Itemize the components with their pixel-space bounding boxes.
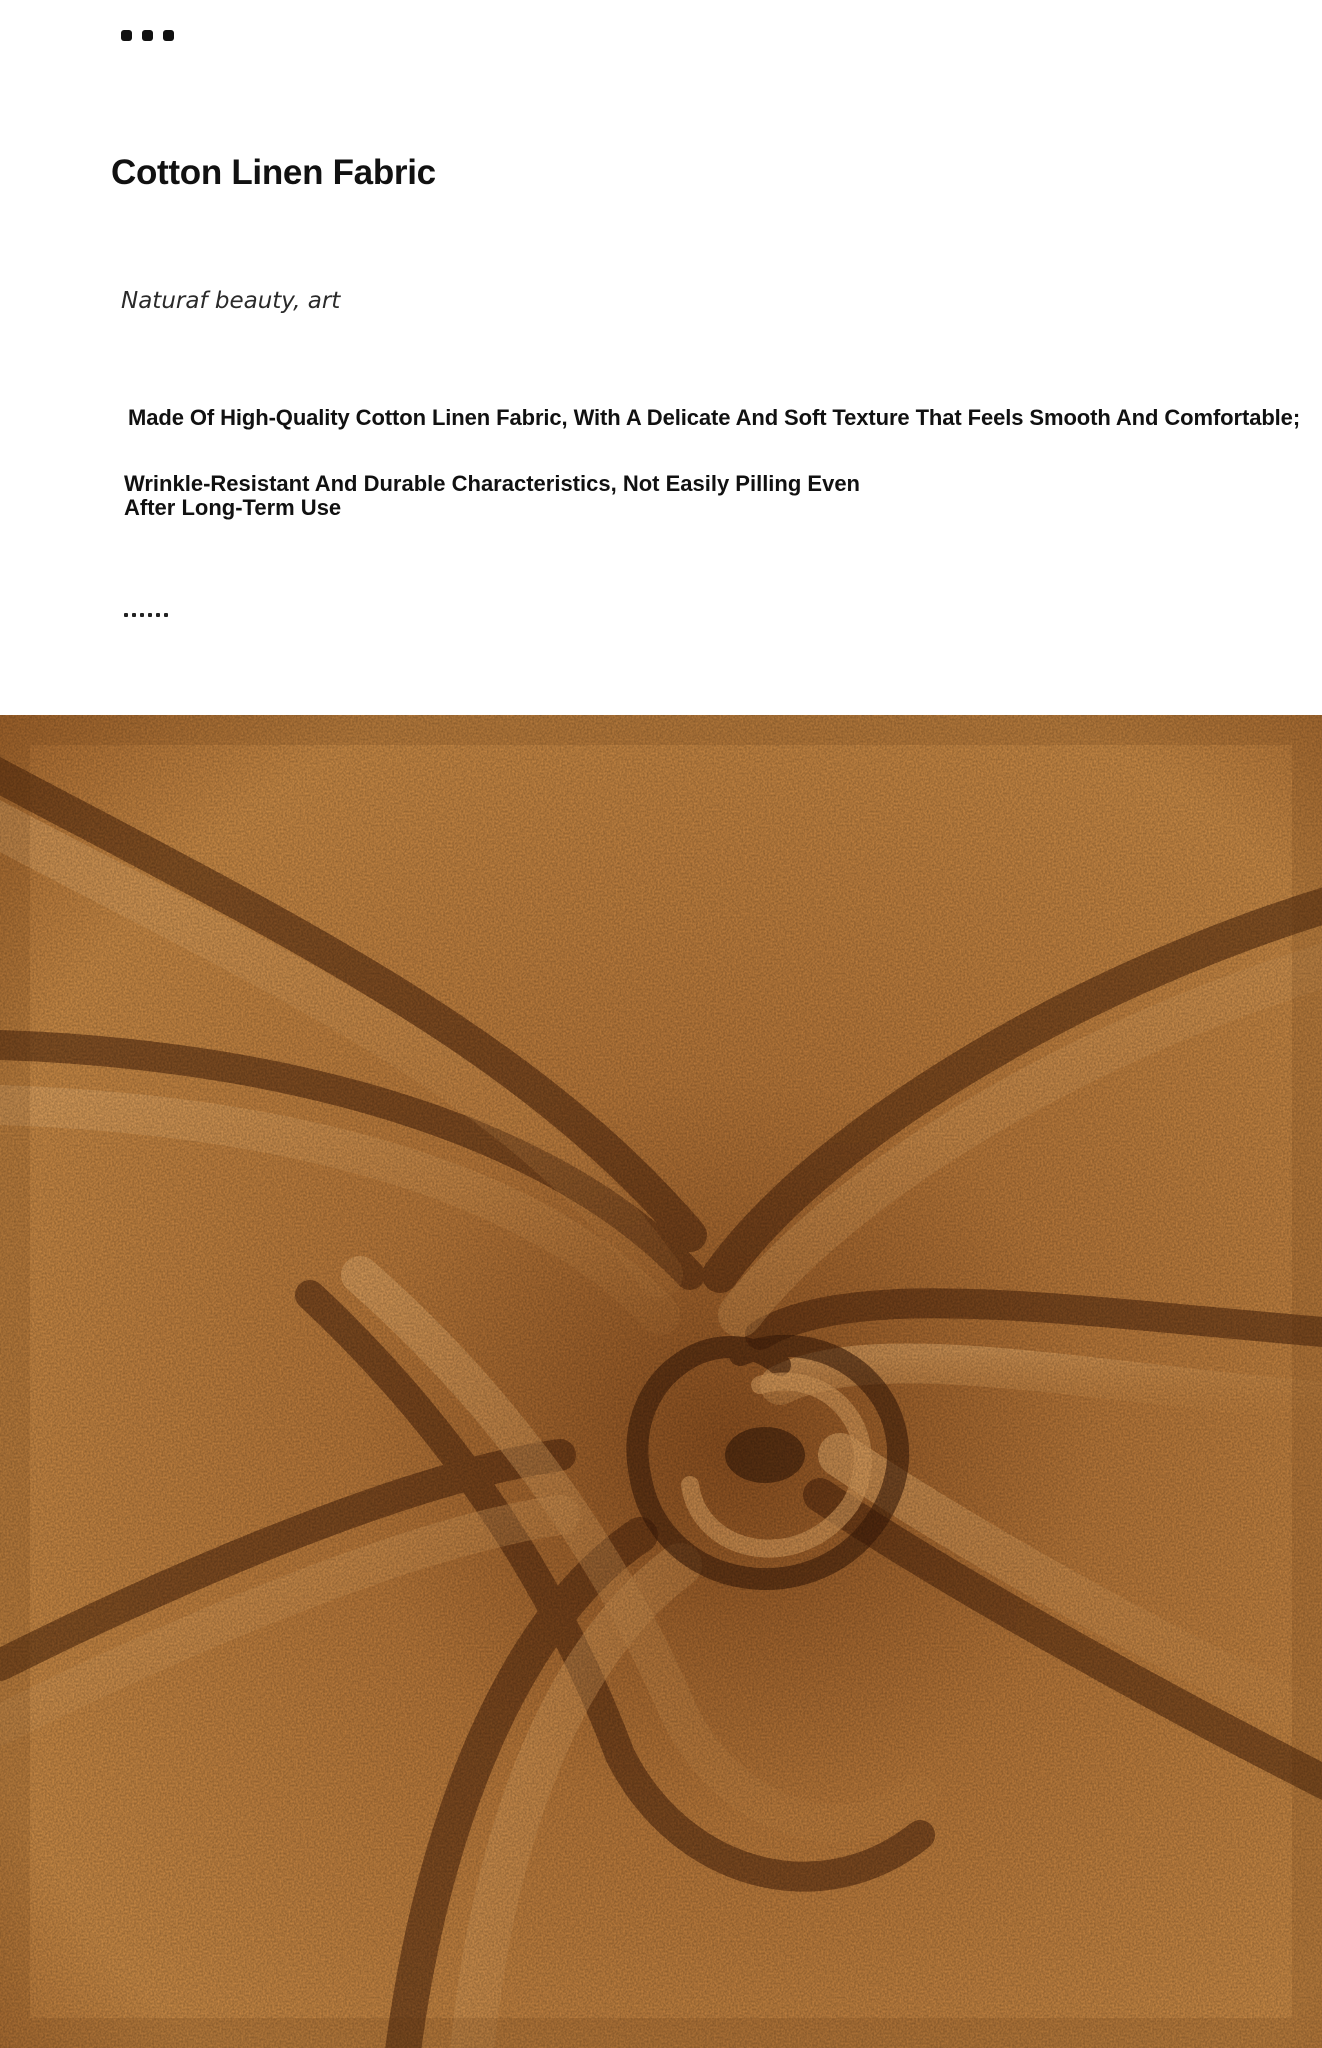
more-dots-icon bbox=[124, 613, 168, 617]
feature-text-softness: Made Of High-Quality Cotton Linen Fabric, With A Delicate And Soft Texture That Feels Smooth And Comfortable; bbox=[128, 405, 1301, 430]
feature-text-durability: Wrinkle-Resistant And Durable Characteristics, Not Easily Pilling Even After Long-Term Use bbox=[124, 471, 860, 520]
ellipsis-icon bbox=[121, 30, 174, 41]
page-title: Cotton Linen Fabric bbox=[111, 153, 436, 192]
fabric-weave-texture bbox=[0, 715, 1322, 2048]
subtitle: Naturaf beauty, art bbox=[121, 288, 341, 314]
fabric-image bbox=[0, 715, 1322, 2048]
